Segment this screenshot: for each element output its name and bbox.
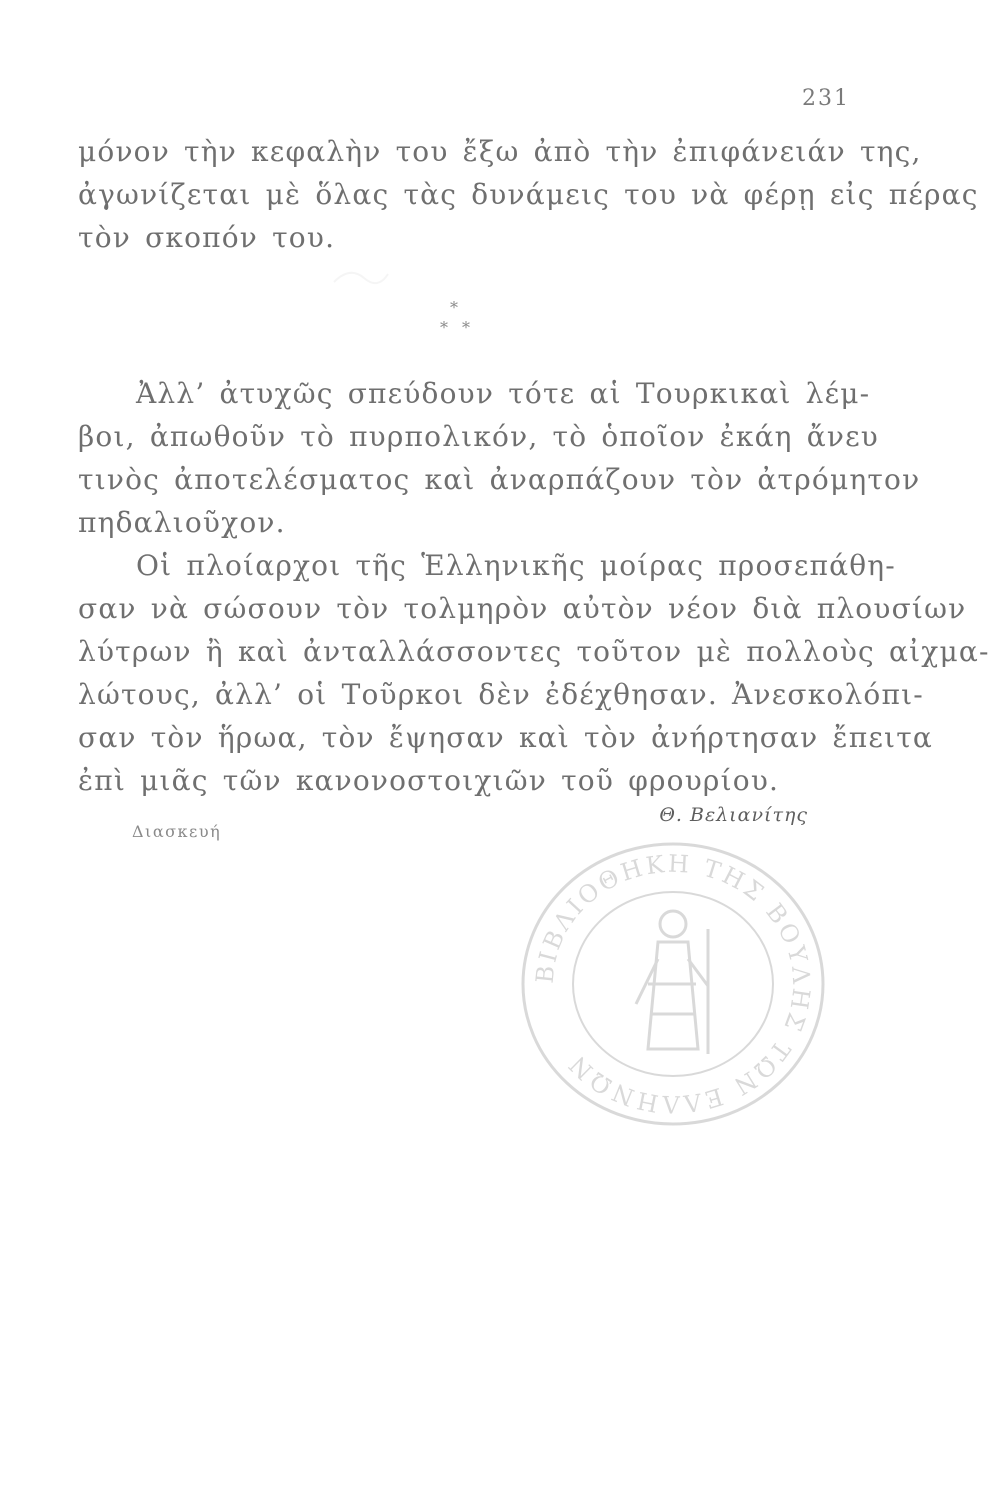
- text-line: λώτους, ἀλλ’ οἱ Τοῦρκοι δὲν ἐδέχθησαν. Ἀνεσκολόπι-: [78, 678, 924, 711]
- stamp-text: ΒΙΒΛΙΟΘΗΚΗ ΤΗΣ ΒΟΥΛΗΣ ΤΩΝ ΕΛΛΗΝΩΝ: [530, 849, 816, 1119]
- text-line: σαν τὸν ἥρωα, τὸν ἔψησαν καὶ τὸν ἀνήρτησαν ἔπειτα: [78, 721, 934, 754]
- faint-bleedthrough-mark: [330, 262, 390, 292]
- paragraph-captains: [78, 544, 990, 802]
- library-stamp: [508, 834, 838, 1134]
- text-line: Οἱ πλοίαρχοι τῆς Ἑλληνικῆς μοίρας προσεπάθη-: [136, 549, 896, 582]
- text-line: ἀγωνίζεται μὲ ὅλας τὰς δυνάμεις του νὰ φέρῃ εἰς πέρας: [78, 178, 979, 211]
- paragraph-continuation: [78, 130, 979, 259]
- text-line: ἐπὶ μιᾶς τῶν κανονοστοιχιῶν τοῦ φρουρίου.: [78, 764, 780, 797]
- text-line: σαν νὰ σώσουν τὸν τολμηρὸν αὐτὸν νέον διὰ πλουσίων: [78, 592, 967, 625]
- section-break-asterism: [432, 296, 480, 344]
- text-line: τὸν σκοπόν του.: [78, 221, 336, 254]
- text-line: μόνον τὴν κεφαλὴν του ἔξω ἀπὸ τὴν ἐπιφάνειάν της,: [78, 135, 922, 168]
- author-signature: Θ. Βελιανίτης: [659, 804, 808, 826]
- page-number: 231: [802, 86, 850, 111]
- adaptation-note: Διασκευή: [132, 822, 222, 841]
- text-line: Ἀλλ’ ἀτυχῶς σπεύδουν τότε αἱ Τουρκικαὶ λέμ-: [136, 377, 871, 410]
- text-line: βοι, ἀπωθοῦν τὸ πυρπολικόν, τὸ ὁποῖον ἐκάη ἄνευ: [78, 420, 880, 453]
- text-line: πηδαλιοῦχον.: [78, 506, 286, 539]
- text-line: τινὸς ἀποτελέσματος καὶ ἀναρπάζουν τὸν ἀτρόμητον: [78, 463, 921, 496]
- athena-figure-icon: [636, 911, 708, 1054]
- paragraph-ambush: [78, 372, 921, 544]
- asterisk: *: [440, 318, 448, 337]
- text-line: λύτρων ἢ καὶ ἀνταλλάσσοντες τοῦτον μὲ πολλοὺς αἰχμα-: [78, 635, 990, 668]
- asterisk: *: [462, 318, 470, 337]
- asterisk: *: [450, 298, 458, 317]
